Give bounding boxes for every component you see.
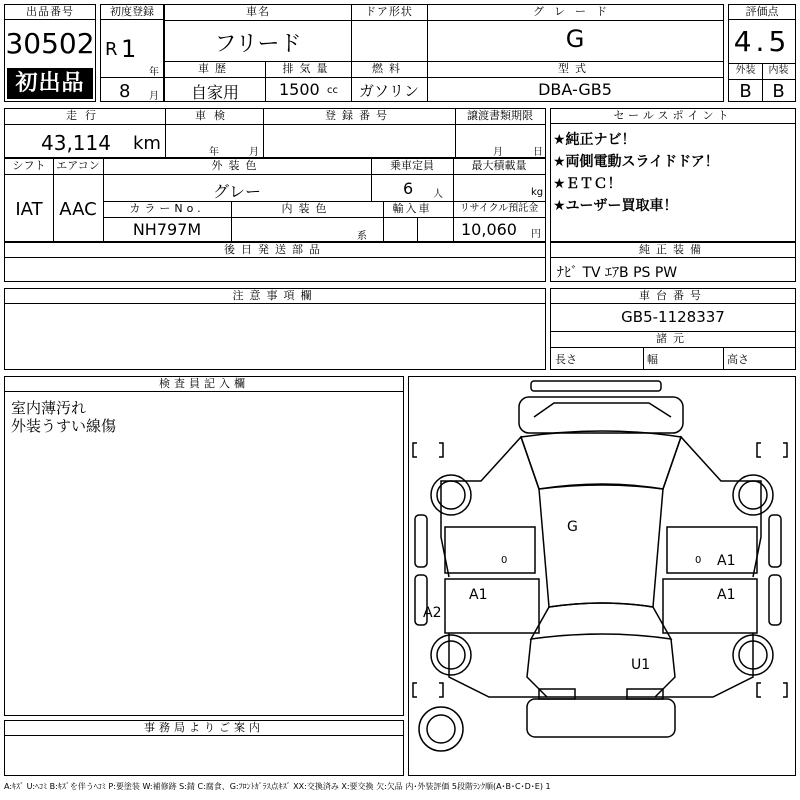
color-no-label: カラーNo. bbox=[129, 202, 205, 215]
ext-color-label: 外装色 bbox=[211, 159, 263, 172]
first-reg-label: 初度登録 bbox=[101, 5, 163, 20]
height-label: 高さ bbox=[727, 353, 749, 366]
mileage-label: 走行 bbox=[66, 109, 104, 122]
capacity-unit: 人 bbox=[433, 189, 443, 200]
genuine-value: ﾅﾋﾞ TV ｴｱB PS PW bbox=[557, 265, 678, 281]
transfer-month-unit: 月 bbox=[493, 147, 503, 158]
office-box bbox=[4, 720, 404, 776]
int-color-unit: 系 bbox=[357, 231, 367, 242]
car-name-label: 車名 bbox=[246, 5, 270, 18]
car-spec-box bbox=[164, 4, 724, 102]
fuel-label: 燃料 bbox=[372, 62, 406, 75]
lot-number: 30502 bbox=[5, 27, 95, 60]
lot-label: 出品番号 bbox=[5, 5, 95, 20]
vehicle-detail-box bbox=[4, 158, 546, 242]
inspection-year-unit: 年 bbox=[209, 147, 219, 158]
car-diagram bbox=[409, 377, 795, 775]
mark-right-front-door: A1 bbox=[717, 553, 736, 569]
lot-box bbox=[4, 4, 96, 102]
max-load-unit: kg bbox=[531, 187, 544, 198]
mark-zero-right: 0 bbox=[695, 555, 702, 566]
first-listing-badge: 初出品 bbox=[7, 68, 93, 99]
inspector-box bbox=[4, 376, 404, 716]
model-label: 型式 bbox=[558, 62, 592, 75]
inspector-line-1: 室内薄汚れ bbox=[11, 399, 87, 417]
notes-label: 注意事項欄 bbox=[5, 289, 545, 304]
displacement-unit: cc bbox=[327, 85, 338, 96]
ac-label: エアコン bbox=[56, 159, 100, 172]
transfer-day-unit: 日 bbox=[533, 147, 543, 158]
mark-trunk: U1 bbox=[631, 657, 651, 673]
car-diagram-box bbox=[408, 376, 796, 776]
mark-roof: G bbox=[567, 519, 578, 535]
month-value: 8 bbox=[119, 81, 131, 102]
year-value: 1 bbox=[121, 35, 137, 63]
month-unit: 月 bbox=[149, 91, 159, 102]
max-load-label: 最大積載量 bbox=[471, 159, 527, 172]
sales-point-3: ★ＥＴＣ！ bbox=[553, 176, 622, 192]
score-label: 評価点 bbox=[729, 5, 795, 20]
shift-value: IAT bbox=[15, 199, 43, 220]
recycle-value: 10,060 bbox=[461, 220, 517, 239]
chassis-label: 車台番号 bbox=[551, 289, 795, 304]
plate-label: 登録番号 bbox=[325, 109, 393, 122]
era-value: R bbox=[105, 39, 118, 60]
genuine-equipment-box bbox=[550, 242, 796, 282]
history-value: 自家用 bbox=[190, 83, 239, 102]
shift-label: シフト bbox=[12, 159, 46, 172]
mark-left-rear-door: A1 bbox=[469, 587, 488, 603]
score-box bbox=[728, 4, 796, 102]
dimensions-label: 諸元 bbox=[656, 332, 690, 345]
first-registration-box bbox=[100, 4, 164, 102]
later-parts-box bbox=[4, 242, 546, 282]
inspector-label: 検査員記入欄 bbox=[5, 377, 403, 392]
sales-points-box bbox=[550, 108, 796, 242]
notes-box bbox=[4, 288, 546, 370]
inspection-month-unit: 月 bbox=[249, 147, 259, 158]
later-parts-label: 後日発送部品 bbox=[5, 243, 545, 258]
mark-right-rear-door: A1 bbox=[717, 587, 736, 603]
sales-point-2: ★両側電動スライドドア！ bbox=[553, 154, 719, 170]
year-unit: 年 bbox=[149, 67, 159, 78]
history-label: 車歴 bbox=[198, 62, 232, 75]
recycle-label: リサイクル預託金 bbox=[459, 203, 539, 214]
displacement-label: 排気量 bbox=[282, 62, 334, 75]
displacement-value: 1500 bbox=[279, 80, 320, 99]
inspector-line-2: 外装うすい線傷 bbox=[11, 417, 117, 435]
exterior-label: 外装 bbox=[735, 65, 756, 76]
transfer-label: 譲渡書類期限 bbox=[467, 109, 533, 122]
exterior-grade: B bbox=[739, 81, 752, 102]
genuine-label: 純正装備 bbox=[551, 243, 795, 258]
ext-color-value: グレー bbox=[212, 182, 261, 201]
interior-label: 内装 bbox=[768, 65, 789, 76]
mark-left-rear-quarter: A2 bbox=[423, 605, 442, 621]
sales-point-4: ★ユーザー買取車！ bbox=[553, 198, 678, 214]
length-label: 長さ bbox=[555, 353, 577, 366]
ac-value: AAC bbox=[59, 199, 97, 220]
color-no-value: NH797M bbox=[132, 220, 202, 239]
model-value: DBA-GB5 bbox=[538, 80, 612, 99]
mileage-unit: km bbox=[133, 133, 161, 154]
door-label: ドア形状 bbox=[365, 5, 413, 18]
grade-label: グレード bbox=[533, 5, 617, 18]
width-label: 幅 bbox=[647, 353, 658, 366]
sales-points-label: セールスポイント bbox=[551, 109, 795, 124]
chassis-box bbox=[550, 288, 796, 370]
int-color-label: 内装色 bbox=[281, 202, 333, 215]
mark-zero-left: 0 bbox=[501, 555, 508, 566]
recycle-unit: 円 bbox=[531, 229, 541, 240]
fuel-value: ガソリン bbox=[358, 82, 419, 100]
capacity-value: 6 bbox=[403, 179, 414, 198]
office-label: 事務局よりご案内 bbox=[5, 721, 403, 736]
car-name: フリード bbox=[214, 32, 302, 57]
mileage-box bbox=[4, 108, 546, 158]
legend-text: A:ｷｽﾞ U:ﾍｺﾐ B:ｷｽﾞを伴うﾍｺﾐ P:要塗装 W:補修跡 S:錆 C:腐食、G:ﾌﾛﾝﾄｶﾞﾗｽ点ｷｽﾞ XX:交換済み X:要交換 欠:欠品 内･外装評価 5段階ﾗﾝｸ順(A･B･C･D･E) 1 bbox=[4, 782, 551, 791]
capacity-label: 乗車定員 bbox=[390, 159, 434, 172]
inspection-label: 車検 bbox=[195, 109, 233, 122]
import-label: 輸入車 bbox=[392, 202, 432, 215]
score-value: 4.5 bbox=[733, 25, 791, 58]
grade-value: G bbox=[565, 25, 585, 53]
mileage-value: 43,114 bbox=[41, 131, 111, 155]
chassis-value: GB5-1128337 bbox=[621, 308, 725, 326]
interior-grade: B bbox=[772, 81, 785, 102]
sales-point-1: ★純正ナビ！ bbox=[553, 132, 636, 148]
